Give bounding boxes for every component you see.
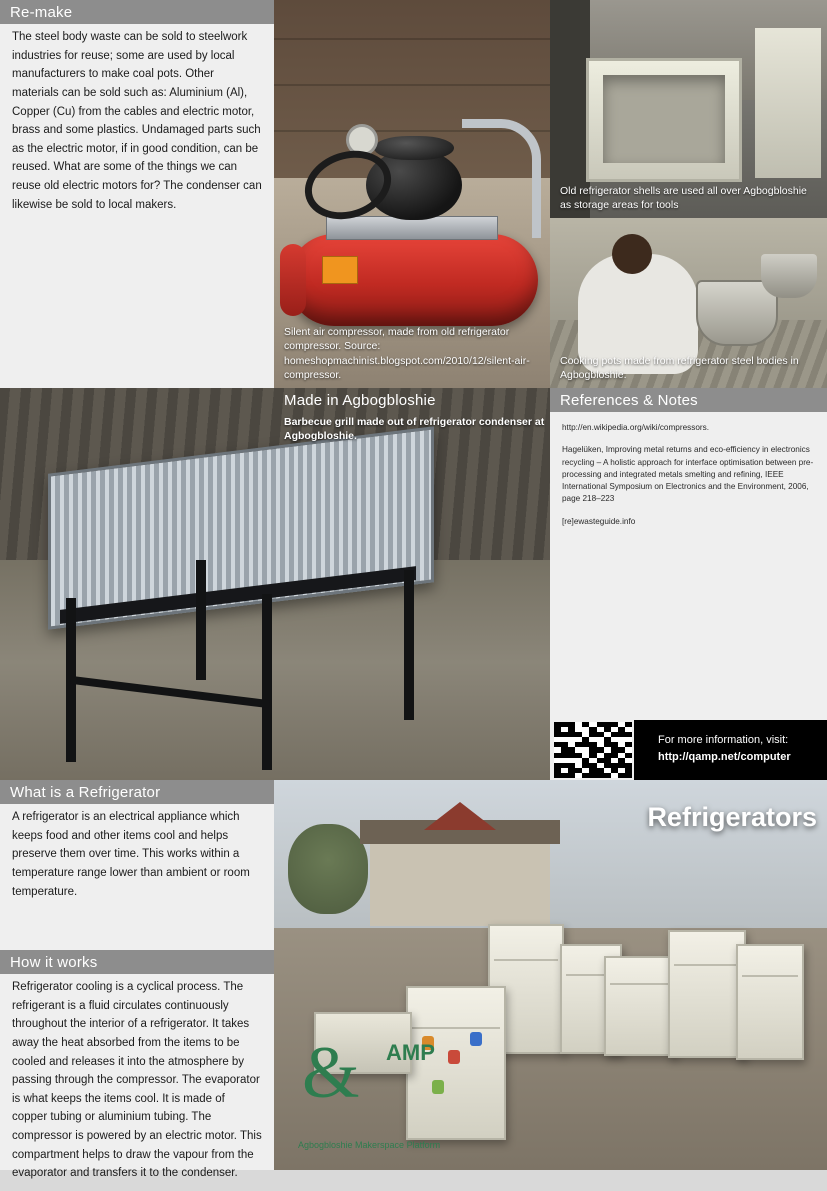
building	[370, 840, 550, 926]
orange-switch-box	[322, 256, 358, 284]
remake-section-title: Re-make	[0, 0, 274, 24]
metal-hose	[462, 119, 541, 238]
qr-code[interactable]	[554, 722, 632, 778]
how-it-works-panel	[0, 950, 274, 1180]
references-section-title: References & Notes	[550, 388, 827, 412]
made-in-agbogbloshie-banner: Made in Agbogbloshie	[284, 392, 436, 409]
what-is-refrigerator-panel	[0, 780, 274, 950]
fridge-shell-side	[755, 28, 821, 178]
qr-info-band	[550, 720, 827, 780]
caption-pots: Cooking pots made from refrigerator steel bodies in Agbogbloshie.	[560, 354, 799, 381]
caption-shells: Old refrigerator shells are used all over Agbogbloshie as storage areas for tools	[560, 184, 807, 211]
photo-air-compressor	[274, 0, 550, 388]
refrigerator-unit	[736, 944, 804, 1060]
refrigerator-unit	[604, 956, 676, 1056]
references-list	[550, 412, 827, 528]
photo-refrigerator-yard	[274, 780, 827, 1170]
amp-logo	[294, 1026, 474, 1156]
caption-grill: Barbecue grill made out of refrigerator condenser at Agbogbloshie.	[284, 416, 545, 443]
photo-cooking-pots	[550, 218, 827, 388]
remake-section-text: The steel body waste can be sold to steelwork industries for reuse; some are used by local manufacturers to make coal pots. Other materials can be sold such as: Aluminium (Al), Copper (Cu) from the cables and electric motor, brass and some plastics. Undamaged parts such as the electric motor, if in good condition, can be reused. What are some of the things we can reuse old electric motors for? The condenser can likewise be sold to local makers.	[12, 31, 262, 211]
reference-item: [re]ewasteguide.info	[562, 516, 636, 526]
cooking-pot-secondary	[761, 254, 817, 298]
reference-item: http://en.wikipedia.org/wiki/compressors.	[562, 423, 709, 432]
reference-item: Hagelüken, Improving metal returns and eco-efficiency in electronics recycling – A holistic approach for interface optimisation between pre-processing and integrated metals smelting and refining, IEEE International Symposium on Electronics and the Environment, 2006, page 218–223	[562, 445, 814, 504]
how-it-works-section-title: How it works	[0, 950, 274, 974]
how-it-works-section-text: Refrigerator cooling is a cyclical process. The refrigerant is a fluid circulates continuously throughout the interior of a refrigerator. It takes away the heat absorbed from the items to be cooled and releases it into the atmosphere by passing through the compressor. The evaporator is what keeps the items cool. It is made of copper tubing or aluminium tubing. The compressor is powered by an electric motor. This compartment helps to draw the vapour from the evaporator and transfers it to the condenser.	[12, 981, 262, 1180]
info-line-1: For more information, visit:	[658, 734, 789, 746]
fridge-shell-storage	[586, 58, 742, 182]
references-panel	[550, 388, 827, 720]
info-url[interactable]: http://qamp.net/computer	[658, 750, 791, 763]
more-information-box	[634, 720, 827, 780]
page-title: Refrigerators	[647, 802, 817, 832]
amp-logo-name: AMP	[386, 1040, 435, 1065]
what-is-section-title: What is a Refrigerator	[0, 780, 274, 804]
tree	[288, 824, 368, 914]
amp-logo-subtitle: Agbogbloshie Makerspace Platform	[298, 1140, 441, 1150]
photo-fridge-shells	[550, 0, 827, 218]
refrigerator-unit	[668, 930, 746, 1058]
remake-panel	[0, 0, 274, 388]
ampersand-mark: &	[302, 1032, 360, 1114]
what-is-section-text: A refrigerator is an electrical appliance which keeps food and other items cool and helps preserve them over time. This works within a temperature range lower than ambient or room temperature.	[12, 811, 250, 898]
caption-compressor: Silent air compressor, made from old refrigerator compressor. Source: homeshopmachinist.blogspot.com/2010/12/silent-air-compressor.	[284, 326, 530, 381]
compressor-head	[374, 136, 454, 160]
